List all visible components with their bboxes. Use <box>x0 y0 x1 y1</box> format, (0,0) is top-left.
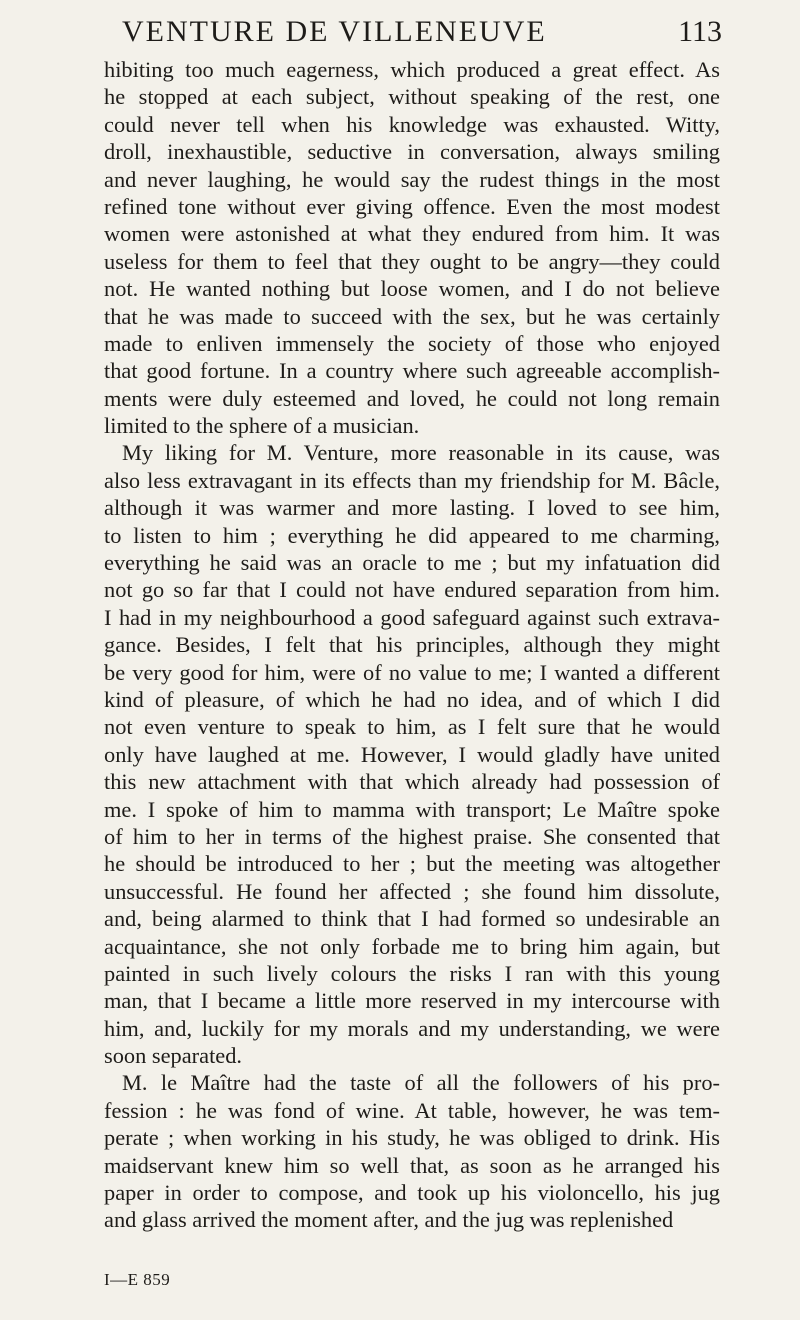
body-text <box>104 56 720 1234</box>
text-line: My liking for M. Venture, more reasonable in its cause, was <box>122 440 720 466</box>
text-line: he should be introduced to her ; but the meeting was altogether <box>104 851 720 877</box>
running-header <box>122 12 722 52</box>
text-line: M. le Maître had the taste of all the followers of his pro- <box>122 1070 720 1096</box>
text-line: useless for them to feel that they ought to be angry—they could <box>104 248 720 274</box>
text-line: ments were duly esteemed and loved, he could not long remain <box>104 385 720 411</box>
text-line: acquaintance, she not only forbade me to bring him again, but <box>104 933 720 959</box>
text-line: also less extravagant in its effects than my friendship for M. Bâcle, <box>104 467 720 493</box>
text-line: not. He wanted nothing but loose women, and I do not believe <box>104 276 720 302</box>
running-title: VENTURE DE VILLENEUVE <box>122 15 547 48</box>
text-line: me. I spoke of him to mamma with transport; Le Maître spoke <box>104 796 720 822</box>
text-line: made to enliven immensely the society of those who enjoyed <box>104 330 720 356</box>
text-line: could never tell when his knowledge was exhausted. Witty, <box>104 111 720 137</box>
text-line: that good fortune. In a country where such agreeable accomplish- <box>104 358 720 384</box>
text-line: not even venture to speak to him, as I felt sure that he would <box>104 714 720 740</box>
text-line: him, and, luckily for my morals and my understanding, we were <box>104 1015 720 1041</box>
text-line: unsuccessful. He found her affected ; she found him dissolute, <box>104 878 720 904</box>
text-line: and glass arrived the moment after, and the jug was replenished <box>104 1207 674 1233</box>
text-line: that he was made to succeed with the sex, but he was certainly <box>104 303 720 329</box>
text-line: painted in such lively colours the risks I ran with this young <box>104 960 720 986</box>
text-line: fession : he was fond of wine. At table, however, he was tem- <box>104 1097 720 1123</box>
text-line: man, that I became a little more reserved in my intercourse with <box>104 988 720 1014</box>
text-line: and never laughing, he would say the rudest things in the most <box>104 166 720 192</box>
text-line: hibiting too much eagerness, which produced a great effect. As <box>104 57 720 82</box>
text-line: limited to the sphere of a musician. <box>104 413 420 439</box>
text-line: refined tone without ever giving offence. Even the most modest <box>104 193 720 219</box>
text-line: paper in order to compose, and took up his violoncello, his jug <box>104 1180 720 1206</box>
text-line: everything he said was an oracle to me ; but my infatuation did <box>104 550 720 576</box>
text-line: of him to her in terms of the highest praise. She consented that <box>104 823 720 849</box>
text-line: kind of pleasure, of which he had no idea, and of which I did <box>104 686 720 712</box>
text-line: perate ; when working in his study, he was obliged to drink. His <box>104 1125 720 1151</box>
text-line: although it was warmer and more lasting. I loved to see him, <box>104 495 720 521</box>
text-line: be very good for him, were of no value to me; I wanted a different <box>104 659 720 685</box>
text-line: this new attachment with that which already had possession of <box>104 769 720 795</box>
text-line: droll, inexhaustible, seductive in conversation, always smiling <box>104 139 720 165</box>
text-line: only have laughed at me. However, I would gladly have united <box>104 741 720 767</box>
text-line: I had in my neighbourhood a good safeguard against such extrava- <box>104 604 720 630</box>
text-line: gance. Besides, I felt that his principles, although they might <box>104 632 720 658</box>
text-line: to listen to him ; everything he did appeared to me charming, <box>104 522 720 548</box>
text-line: not go so far that I could not have endured separation from him. <box>104 577 720 603</box>
text-line: he stopped at each subject, without speaking of the rest, one <box>104 84 720 110</box>
page-number: 113 <box>678 15 722 48</box>
printer-signature-mark: I—E 859 <box>104 1270 171 1289</box>
text-line: and, being alarmed to think that I had formed so undesirable an <box>104 906 720 932</box>
text-line: women were astonished at what they endured from him. It was <box>104 221 720 247</box>
text-line: maidservant knew him so well that, as soon as he arranged his <box>104 1152 720 1178</box>
text-line: soon separated. <box>104 1043 243 1069</box>
